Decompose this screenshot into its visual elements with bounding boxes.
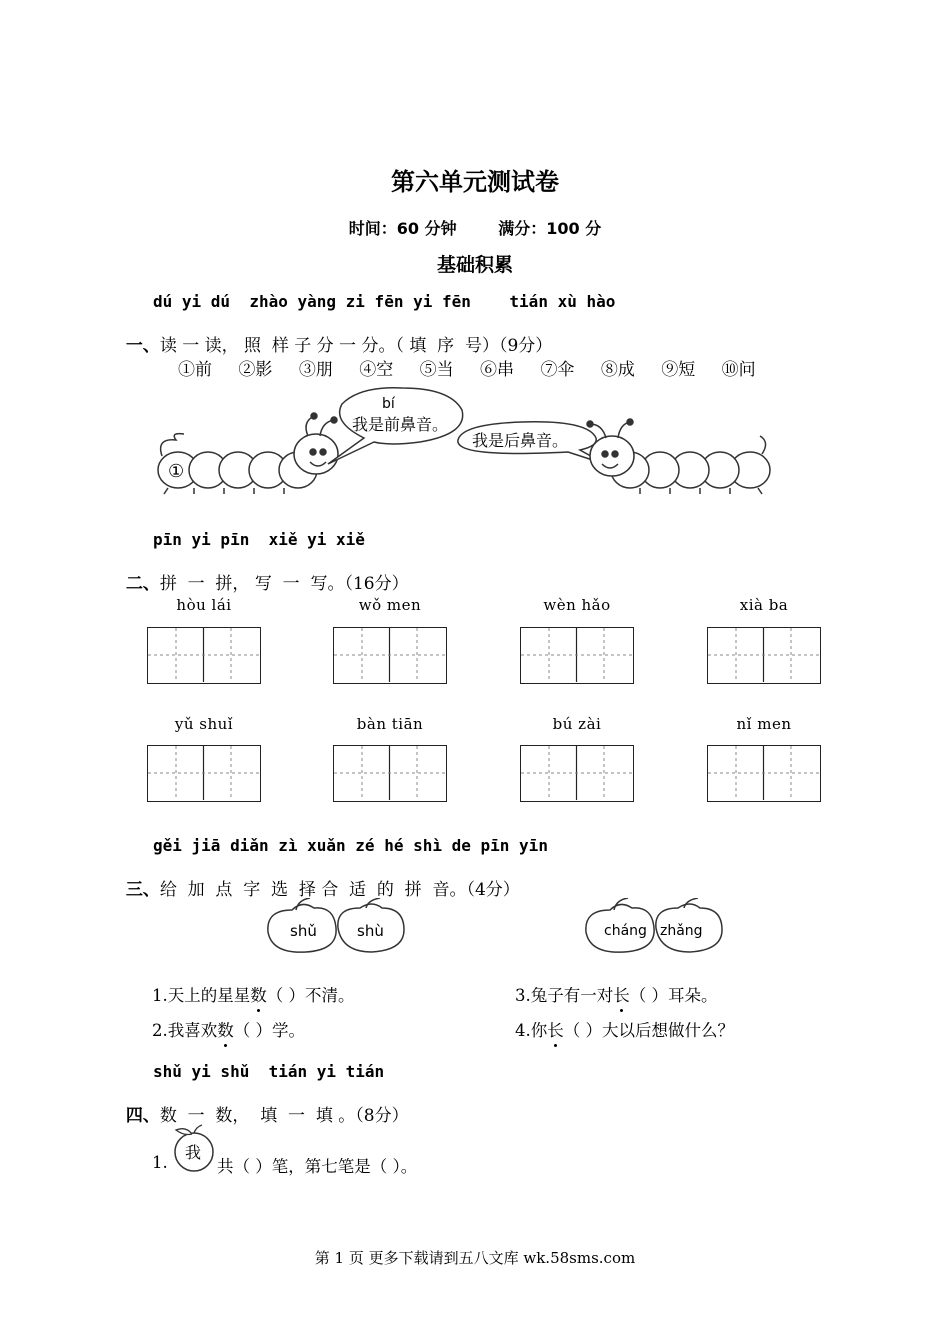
question-3-4: [515, 1017, 734, 1041]
speech-bubble-right: [458, 422, 605, 464]
answer-blank[interactable]: （ ）: [233, 1021, 272, 1040]
dotted-char: 数: [217, 1017, 234, 1041]
exam-time: 时间：60 分钟: [348, 219, 457, 238]
caterpillar-left-label: ①: [168, 461, 185, 482]
section2-text: 拼 一 拼， 写 一 写。（16分）: [159, 574, 409, 594]
section4-heading: [115, 1081, 409, 1126]
option-item: ⑧成: [600, 360, 635, 380]
section1-options: [178, 355, 777, 380]
section3-pinyin: gěi jiā diǎn zì xuǎn zé hé shì de pīn yīn: [153, 836, 548, 855]
writing-grid[interactable]: [147, 745, 261, 802]
option-item: ③朋: [298, 360, 333, 380]
writing-grid[interactable]: [520, 627, 634, 684]
section1-pinyin: dú yi dú zhào yàng zi fēn yi fēn tián xù hào: [153, 292, 616, 311]
option-item: ④空: [359, 360, 394, 380]
page-title: 第六单元测试卷: [391, 168, 559, 196]
caterpillar-illustration: [150, 384, 780, 500]
bubble-left-text: 我是前鼻音。: [352, 415, 449, 434]
leaf-left-pinyin-2: shù: [357, 922, 384, 940]
leaf-pair-left: [262, 898, 412, 958]
leaf-left-pinyin-1: shǔ: [290, 922, 317, 940]
word-pinyin: xià ba: [739, 596, 789, 614]
leaf-right-pinyin-2: zhǎng: [660, 923, 703, 939]
option-item: ⑩问: [721, 360, 756, 380]
section4-pinyin: shǔ yi shǔ tián yi tián: [153, 1062, 385, 1081]
question-text: 3.兔子有一对: [515, 986, 614, 1005]
option-item: ⑦伞: [540, 360, 575, 380]
word-pinyin: wǒ men: [358, 596, 422, 614]
exam-meta: [0, 216, 950, 239]
bubble-left-pinyin: bí: [382, 396, 395, 412]
word-pinyin: bàn tiān: [356, 715, 424, 733]
question-4-1-text: 共（ ）笔，第七笔是（ ）。: [217, 1157, 418, 1176]
question-text: 不清。: [305, 986, 355, 1005]
writing-grid[interactable]: [707, 627, 821, 684]
fruit-char: 我: [185, 1143, 202, 1162]
option-item: ⑨短: [661, 360, 696, 380]
question-text: 1.天上的星星: [152, 986, 251, 1005]
word-pinyin: hòu lái: [176, 596, 232, 614]
leaf-right-pinyin-1: cháng: [604, 923, 647, 939]
section1-heading: [115, 311, 552, 356]
answer-blank[interactable]: （ ）: [629, 986, 668, 1005]
option-item: ⑤当: [419, 360, 454, 380]
question-text: 大以后想做什么？: [602, 1021, 734, 1040]
writing-grid[interactable]: [333, 745, 447, 802]
dotted-char: 长: [547, 1017, 564, 1041]
writing-grid[interactable]: [147, 627, 261, 684]
section4-text: 数 一 数， 填 一 填 。（8分）: [159, 1106, 409, 1126]
exam-score: 满分：100 分: [498, 219, 602, 238]
page-footer: 第 1 页 更多下载请到五八文库 wk.58sms.com: [314, 1249, 636, 1267]
word-pinyin: yǔ shuǐ: [174, 715, 234, 733]
section2-heading: [115, 549, 409, 594]
writing-grid[interactable]: [333, 627, 447, 684]
caterpillar-right-icon: [587, 419, 770, 494]
question-4-1-number: 1.: [152, 1153, 168, 1172]
option-item: ①前: [178, 360, 212, 380]
question-3-2: [152, 1017, 305, 1041]
dotted-char: 数: [250, 982, 267, 1006]
section4-number: 四、: [125, 1106, 160, 1126]
section2-number: 二、: [125, 574, 160, 594]
option-item: ②影: [238, 360, 273, 380]
caterpillar-left-icon: [158, 413, 338, 494]
section-heading: 基础积累: [436, 254, 513, 276]
question-text: 2.我喜欢: [152, 1021, 218, 1040]
question-3-3: [515, 982, 718, 1006]
answer-blank[interactable]: （ ）: [563, 1021, 602, 1040]
question-text: 耳朵。: [668, 986, 718, 1005]
bubble-right-text: 我是后鼻音。: [472, 431, 569, 450]
question-3-1: [152, 982, 355, 1006]
section2-pinyin: pīn yi pīn xiě yi xiě: [153, 530, 365, 549]
section1-text: 读 一 读， 照 样 子 分 一 分。（ 填 序 号）（9分）: [159, 336, 553, 356]
dotted-char: 长: [613, 982, 630, 1006]
writing-grid[interactable]: [707, 745, 821, 802]
leaf-pair-right: [580, 898, 730, 958]
word-pinyin: nǐ men: [736, 715, 792, 733]
section1-number: 一、: [125, 336, 160, 356]
question-text: 学。: [272, 1021, 305, 1040]
speech-bubble-left: [328, 388, 463, 464]
writing-grid[interactable]: [520, 745, 634, 802]
fruit-icon: [170, 1124, 216, 1174]
section3-number: 三、: [125, 880, 160, 900]
word-pinyin: wèn hǎo: [543, 596, 611, 614]
option-item: ⑥串: [480, 360, 515, 380]
answer-blank[interactable]: （ ）: [266, 986, 305, 1005]
section3-heading: [115, 855, 520, 900]
question-text: 4.你: [515, 1021, 548, 1040]
section3-text: 给 加 点 字 选 择 合 适 的 拼 音。（4分）: [159, 880, 520, 900]
word-pinyin: bú zài: [552, 715, 602, 733]
